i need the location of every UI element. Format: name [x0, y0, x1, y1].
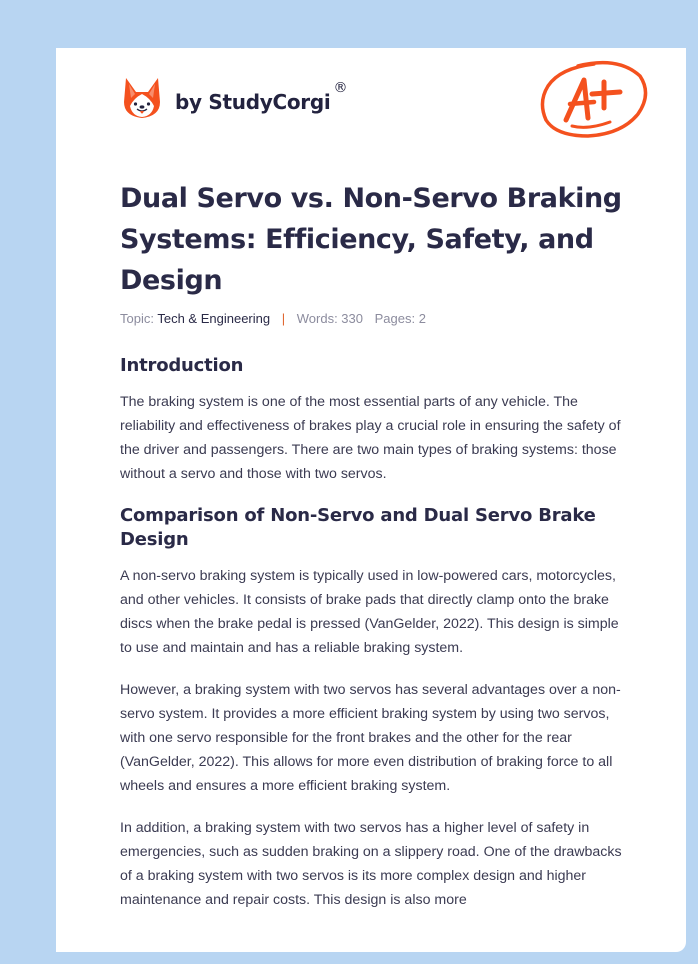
meta-separator: | — [281, 311, 286, 326]
corgi-icon — [122, 76, 162, 120]
brand-name: by StudyCorgi — [175, 90, 331, 114]
topic-label: Topic: — [120, 311, 154, 326]
paragraph: In addition, a braking system with two servos has a higher level of safety in emergencies, such as sudden braking on a slippery road. One of the drawbacks of a braking system with two servos is its more complex design and higher maintenance and repair costs. This design is also more — [120, 820, 622, 908]
section-heading-comparison: Comparison of Non-Servo and Dual Servo Brake Design — [120, 505, 596, 550]
paragraph: The braking system is one of the most essential parts of any vehicle. The reliability and effectiveness of brakes play a crucial role in ensuring the safety of the driver and passengers. There are two main types of braking systems: those without a servo and those with two servos. — [120, 394, 621, 482]
paragraph: However, a braking system with two servos has several advantages over a non-servo system. It provides a more efficient braking system by using two servos, with one servo responsible for the front brakes and the other for the rear (VanGelder, 2022). This allows for more even distribution of braking force to all wheels and ensures a more efficient braking system. — [120, 682, 621, 794]
section-heading-introduction: Introduction — [120, 355, 244, 376]
document-title: Dual Servo vs. Non-Servo Braking Systems: Efficiency, Safety, and Design — [120, 183, 622, 296]
page-count: Pages: 2 — [374, 311, 426, 326]
registered-mark: ® — [333, 80, 348, 96]
studycorgi-logo[interactable] — [122, 76, 347, 120]
document-body — [120, 354, 632, 912]
a-plus-grade-icon — [538, 58, 650, 140]
document-meta — [120, 311, 426, 326]
document-card — [56, 48, 686, 952]
paragraph: A non-servo braking system is typically used in low-powered cars, motorcycles, and other vehicles. It consists of brake pads that directly clamp onto the brake discs when the brake pedal is pressed (VanGelder, 2022). This design is simple to use and maintain and has a reliable braking system. — [120, 568, 619, 656]
word-count: Words: 330 — [296, 311, 363, 326]
topic-link[interactable]: Tech & Engineering — [157, 311, 271, 326]
